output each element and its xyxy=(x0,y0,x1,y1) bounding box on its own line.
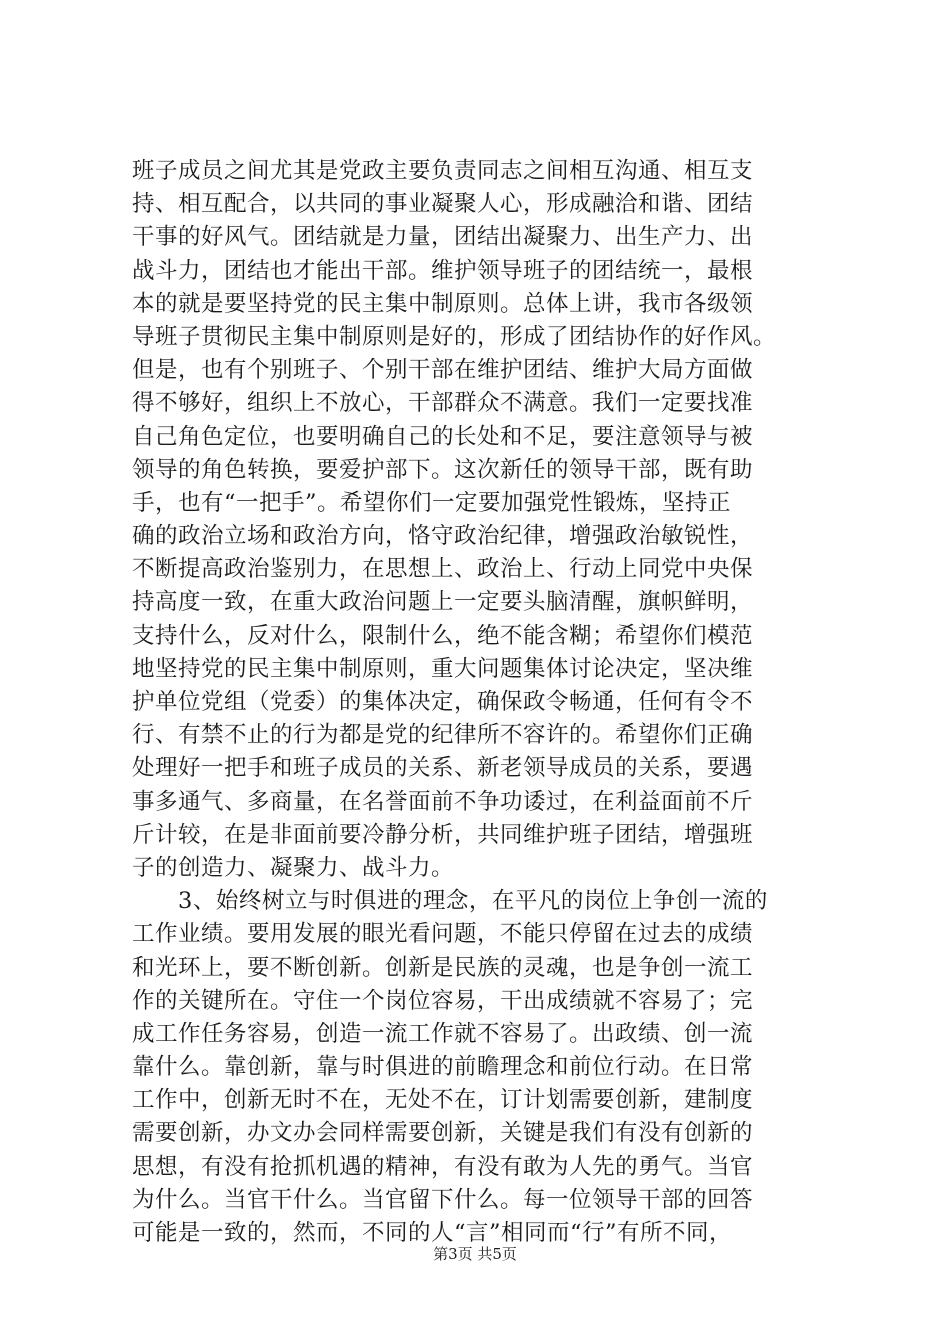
text-line: 领导的角色转换，要爱护部下。这次新任的领导干部，既有助 xyxy=(132,456,754,483)
text-line: 3、始终树立与时俱进的理念，在平凡的岗位上争创一流的 xyxy=(132,888,768,915)
text-line: 工作中，创新无时不在，无处不在，订计划需要创新，建制度 xyxy=(132,1087,754,1114)
text-line: 子的创造力、凝聚力、战斗力。 xyxy=(132,854,455,881)
text-line: 持高度一致，在重大政治问题上一定要头脑清醒，旗帜鲜明， xyxy=(132,589,754,616)
text-line: 确的政治立场和政治方向，恪守政治纪律，增强政治敏锐性， xyxy=(132,523,754,550)
text-line: 战斗力，团结也才能出干部。维护领导班子的团结统一，最根 xyxy=(132,257,754,284)
text-line: 导班子贯彻民主集中制原则是好的，形成了团结协作的好作风。 xyxy=(132,323,777,350)
text-line: 成工作任务容易，创造一流工作就不容易了。出政绩、创一流 xyxy=(132,1020,754,1047)
text-line: 思想，有没有抢抓机遇的精神，有没有敢为人先的勇气。当官 xyxy=(132,1153,754,1180)
text-line: 护单位党组（党委）的集体决定，确保政令畅通，任何有令不 xyxy=(132,689,754,715)
text-line: 手，也有“一把手”。希望你们一定要加强党性锻炼，坚持正 xyxy=(132,489,732,516)
text-line: 本的就是要坚持党的民主集中制原则。总体上讲，我市各级领 xyxy=(132,290,754,317)
text-line: 不断提高政治鉴别力，在思想上、政治上、行动上同党中央保 xyxy=(132,556,754,583)
text-line: 持、相互配合，以共同的事业凝聚人心，形成融洽和谐、团结 xyxy=(132,191,754,218)
text-line: 斤计较，在是非面前要冷静分析，共同维护班子团结，增强班 xyxy=(132,821,754,848)
text-line: 为什么。当官干什么。当官留下什么。每一位领导干部的回答 xyxy=(132,1186,754,1213)
text-line: 自己角色定位，也要明确自己的长处和不足，要注意领导与被 xyxy=(132,423,754,450)
text-line: 靠什么。靠创新，靠与时俱进的前瞻理念和前位行动。在日常 xyxy=(132,1054,754,1081)
text-line: 班子成员之间尤其是党政主要负责同志之间相互沟通、相互支 xyxy=(132,158,754,184)
text-line: 干事的好风气。团结就是力量，团结出凝聚力、出生产力、出 xyxy=(132,224,754,251)
text-line: 处理好一把手和班子成员的关系、新老领导成员的关系，要遇 xyxy=(132,755,754,782)
text-line: 工作业绩。要用发展的眼光看问题，不能只停留在过去的成绩 xyxy=(132,921,754,948)
text-line: 可能是一致的，然而，不同的人“言”相同而“行”有所不同， xyxy=(132,1220,733,1246)
text-line: 需要创新，办文办会同样需要创新，关键是我们有没有创新的 xyxy=(132,1120,754,1147)
text-line: 地坚持党的民主集中制原则，重大问题集体讨论决定，坚决维 xyxy=(132,655,754,682)
page-number-footer: 第3页 共5页 xyxy=(433,1245,517,1263)
text-line: 事多通气、多商量，在名誉面前不争功诿过，在利益面前不斤 xyxy=(132,788,754,815)
text-line: 和光环上，要不断创新。创新是民族的灵魂，也是争创一流工 xyxy=(132,954,754,981)
text-line: 作的关键所在。守住一个岗位容易，干出成绩就不容易了；完 xyxy=(132,987,754,1014)
text-line: 但是，也有个别班子、个别干部在维护团结、维护大局方面做 xyxy=(132,357,754,384)
body-text xyxy=(132,155,852,1250)
text-line: 行、有禁不止的行为都是党的纪律所不容许的。希望你们正确 xyxy=(132,722,754,749)
text-line: 支持什么，反对什么，限制什么，绝不能含糊；希望你们模范 xyxy=(132,622,754,649)
text-line: 得不够好，组织上不放心，干部群众不满意。我们一定要找准 xyxy=(132,390,754,417)
